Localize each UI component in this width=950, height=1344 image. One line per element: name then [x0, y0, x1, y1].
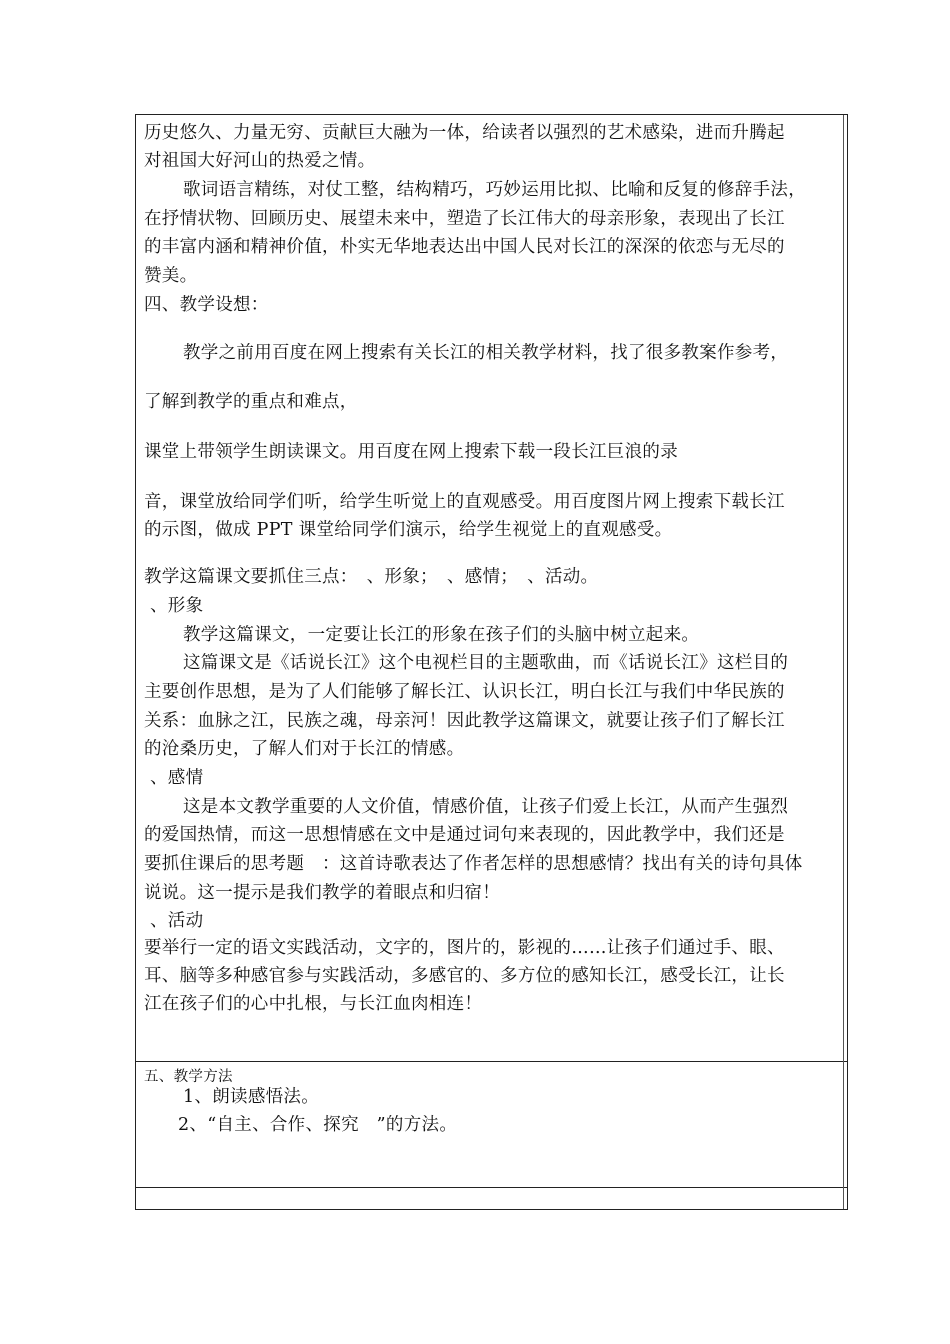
paragraph-line: 教学这篇课文，一定要让长江的形象在孩子们的头脑中树立起来。: [183, 625, 700, 645]
section-heading-methods: 五、教学方法: [144, 1069, 233, 1085]
text-line: 的爱国热情，而这一思想情感在文中是通过词句来表现的，因此教学中，我们还是: [144, 825, 785, 845]
method-item: 2、“自主、合作、探究 ”的方法。: [178, 1115, 458, 1135]
text-line: 在抒情状物、回顾历史、展望未来中，塑造了长江伟大的母亲形象，表现出了长江: [144, 209, 785, 229]
text-line: 音，课堂放给同学们听，给学生听觉上的直观感受。用百度图片网上搜索下载长江: [144, 492, 785, 512]
text-line: 教学这篇课文要抓住三点： 、形象； 、感情； 、活动。: [144, 567, 599, 587]
text-line: 对祖国大好河山的热爱之情。: [144, 151, 376, 171]
text-line: 了解到教学的重点和难点，: [144, 392, 358, 412]
text-line: 耳、脑等多种感官参与实践活动，多感官的、多方位的感知长江，感受长江，让长: [144, 966, 785, 986]
lesson-plan-table: [135, 114, 848, 1210]
section-heading: 四、教学设想：: [144, 295, 269, 315]
text-line: 的丰富内涵和精神价值，朴实无华地表达出中国人民对长江的深深的依恋与无尽的: [144, 237, 785, 257]
row-divider: [136, 1187, 847, 1188]
subheading-emotion: 、感情: [150, 768, 204, 788]
paragraph-line: 歌词语言精练，对仗工整，结构精巧，巧妙运用比拟、比喻和反复的修辞手法，: [183, 180, 806, 200]
subheading-activity: 、活动: [150, 911, 204, 931]
text-line: 要举行一定的语文实践活动，文字的，图片的，影视的……让孩子们通过手、眼、: [144, 938, 785, 958]
paragraph-line: 这篇课文是《话说长江》这个电视栏目的主题歌曲，而《话说长江》这栏目的: [183, 653, 789, 673]
text-line: 课堂上带领学生朗读课文。用百度在网上搜索下载一段长江巨浪的录: [144, 442, 678, 462]
text-line: 主要创作思想，是为了人们能够了解长江、认识长江，明白长江与我们中华民族的: [144, 682, 785, 702]
method-item: 1、朗读感悟法。: [183, 1087, 320, 1107]
text-line: 的沧桑历史，了解人们对于长江的情感。: [144, 739, 465, 759]
text-line: 要抓住课后的思考题 ：这首诗歌表达了作者怎样的思想感情？找出有关的诗句具体: [144, 854, 803, 874]
text-line: 的示图，做成 PPT 课堂给同学们演示，给学生视觉上的直观感受。: [144, 520, 673, 540]
text-line: 关系：血脉之江，民族之魂，母亲河！因此教学这篇课文，就要让孩子们了解长江: [144, 711, 785, 731]
row-divider: [136, 1061, 847, 1062]
text-line: 历史悠久、力量无穷、贡献巨大融为一体，给读者以强烈的艺术感染，进而升腾起: [144, 123, 785, 143]
paragraph-line: 这是本文教学重要的人文价值，情感价值，让孩子们爱上长江，从而产生强烈: [183, 797, 789, 817]
paragraph-line: 教学之前用百度在网上搜索有关长江的相关教学材料，找了很多教案作参考，: [183, 343, 789, 363]
text-line: 赞美。: [144, 266, 198, 286]
subheading-image: 、形象: [150, 596, 204, 616]
text-line: 说说。这一提示是我们教学的着眼点和归宿！: [144, 883, 500, 903]
text-line: 江在孩子们的心中扎根，与长江血肉相连！: [144, 994, 483, 1014]
